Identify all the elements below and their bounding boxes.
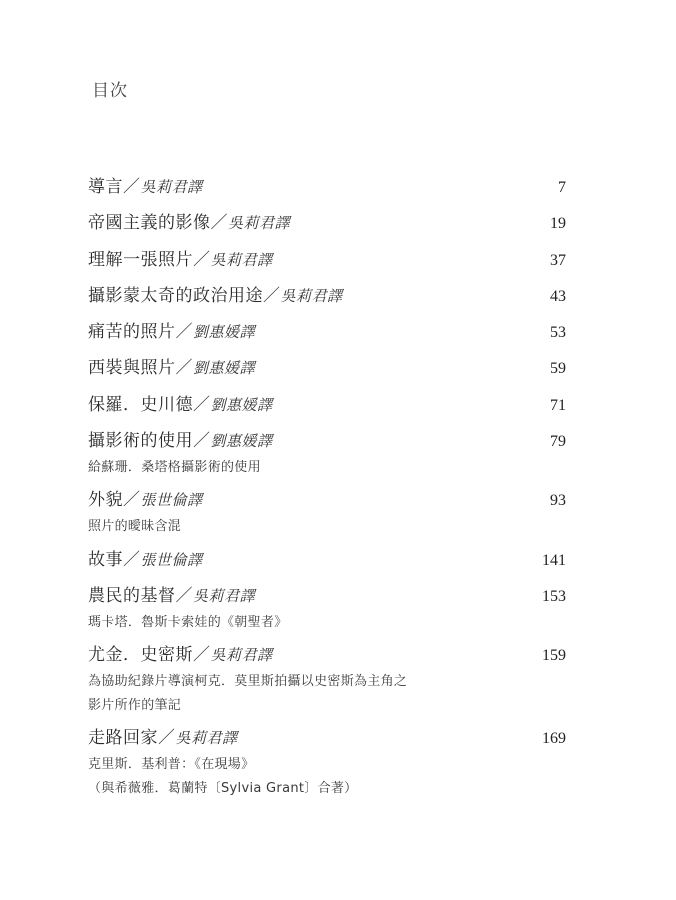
entry-title-group [88, 426, 273, 451]
page-title: 目次 [92, 81, 128, 101]
toc-entry[interactable] [88, 172, 566, 202]
entry-translator: 張世倫譯 [140, 551, 203, 569]
entry-translator: 劉惠媛譯 [193, 359, 256, 377]
toc-entry[interactable] [88, 640, 566, 718]
entry-title: 保羅．史川德 [88, 395, 193, 415]
toc-entry[interactable] [88, 723, 566, 801]
entry-separator: ／ [123, 490, 141, 510]
entry-separator: ／ [158, 728, 176, 748]
entry-translator: 吳莉君譯 [210, 646, 273, 664]
entry-page-number: 169 [542, 730, 566, 747]
entry-page-number: 53 [550, 324, 566, 341]
toc-entry[interactable] [88, 353, 566, 383]
entry-title-group [88, 172, 203, 197]
entry-title-group [88, 208, 290, 233]
entry-separator: ／ [175, 586, 193, 606]
toc-entry[interactable] [88, 426, 566, 480]
entry-title: 走路回家 [88, 728, 158, 748]
entry-page-number: 159 [542, 647, 566, 664]
entry-title-group [88, 640, 273, 665]
entry-separator: ／ [263, 286, 281, 306]
entry-title-group [88, 317, 255, 342]
entry-page-number: 7 [558, 179, 566, 196]
entry-title-group [88, 545, 203, 570]
entry-page-number: 43 [550, 288, 566, 305]
entry-translator: 吳莉君譯 [140, 178, 203, 196]
entry-separator: ／ [193, 645, 211, 665]
entry-subtitle: 影片所作的筆記 [88, 698, 182, 713]
entry-subtitle: 克里斯．基利普：《在現場》 [88, 757, 255, 772]
entry-title: 外貌 [88, 490, 123, 510]
entry-translator: 吳莉君譯 [280, 287, 343, 305]
entry-separator: ／ [193, 431, 211, 451]
toc-entry[interactable] [88, 317, 566, 347]
toc-entry[interactable] [88, 485, 566, 539]
entry-translator: 吳莉君譯 [210, 251, 273, 269]
entry-separator: ／ [193, 395, 211, 415]
toc-entry[interactable] [88, 208, 566, 238]
toc-entry[interactable] [88, 245, 566, 275]
toc-entry[interactable] [88, 581, 566, 635]
entry-translator: 劉惠媛譯 [210, 396, 273, 414]
entry-page-number: 59 [550, 360, 566, 377]
entry-translator: 劉惠媛譯 [193, 323, 256, 341]
entry-translator: 吳莉君譯 [228, 214, 291, 232]
entry-title-group [88, 485, 203, 510]
entry-separator: ／ [175, 322, 193, 342]
entry-separator: ／ [123, 550, 141, 570]
entry-title: 故事 [88, 550, 123, 570]
entry-title: 尤金．史密斯 [88, 645, 193, 665]
entry-translator: 劉惠媛譯 [210, 432, 273, 450]
entry-page-number: 37 [550, 252, 566, 269]
entry-subtitle: 照片的曖昧含混 [88, 519, 182, 534]
toc-entry[interactable] [88, 545, 566, 575]
entry-page-number: 19 [550, 215, 566, 232]
entry-title-group [88, 281, 343, 306]
entry-translator: 吳莉君譯 [175, 729, 238, 747]
entry-subtitle: 瑪卡塔．魯斯卡索娃的《朝聖者》 [88, 615, 288, 630]
entry-title: 導言 [88, 177, 123, 197]
entry-title-group [88, 353, 255, 378]
entry-title-group [88, 390, 273, 415]
entry-separator: ／ [175, 358, 193, 378]
entry-subtitle: 給蘇珊．桑塔格攝影術的使用 [88, 460, 261, 475]
toc-entry[interactable] [88, 281, 566, 311]
entry-title: 西裝與照片 [88, 358, 176, 378]
entry-separator: ／ [123, 177, 141, 197]
entry-subtitle: （與希薇雅．葛蘭特〔Sylvia Grant〕合著） [88, 781, 358, 796]
entry-title-group [88, 245, 273, 270]
entry-page-number: 93 [550, 492, 566, 509]
entry-title: 攝影蒙太奇的政治用途 [88, 286, 263, 306]
entry-subtitle: 為協助紀錄片導演柯克．莫里斯拍攝以史密斯為主角之 [88, 674, 408, 689]
entry-separator: ／ [193, 250, 211, 270]
entry-title: 攝影術的使用 [88, 431, 193, 451]
entry-separator: ／ [210, 213, 228, 233]
entry-title-group [88, 723, 238, 748]
entry-page-number: 71 [550, 397, 566, 414]
entry-translator: 吳莉君譯 [193, 587, 256, 605]
toc-entry[interactable] [88, 390, 566, 420]
entry-translator: 張世倫譯 [140, 491, 203, 509]
entry-page-number: 141 [542, 552, 566, 569]
entry-title: 理解一張照片 [88, 250, 193, 270]
entry-page-number: 153 [542, 588, 566, 605]
entry-title: 農民的基督 [88, 586, 176, 606]
entry-title: 痛苦的照片 [88, 322, 176, 342]
entry-title: 帝國主義的影像 [88, 213, 211, 233]
entry-title-group [88, 581, 255, 606]
entry-page-number: 79 [550, 433, 566, 450]
